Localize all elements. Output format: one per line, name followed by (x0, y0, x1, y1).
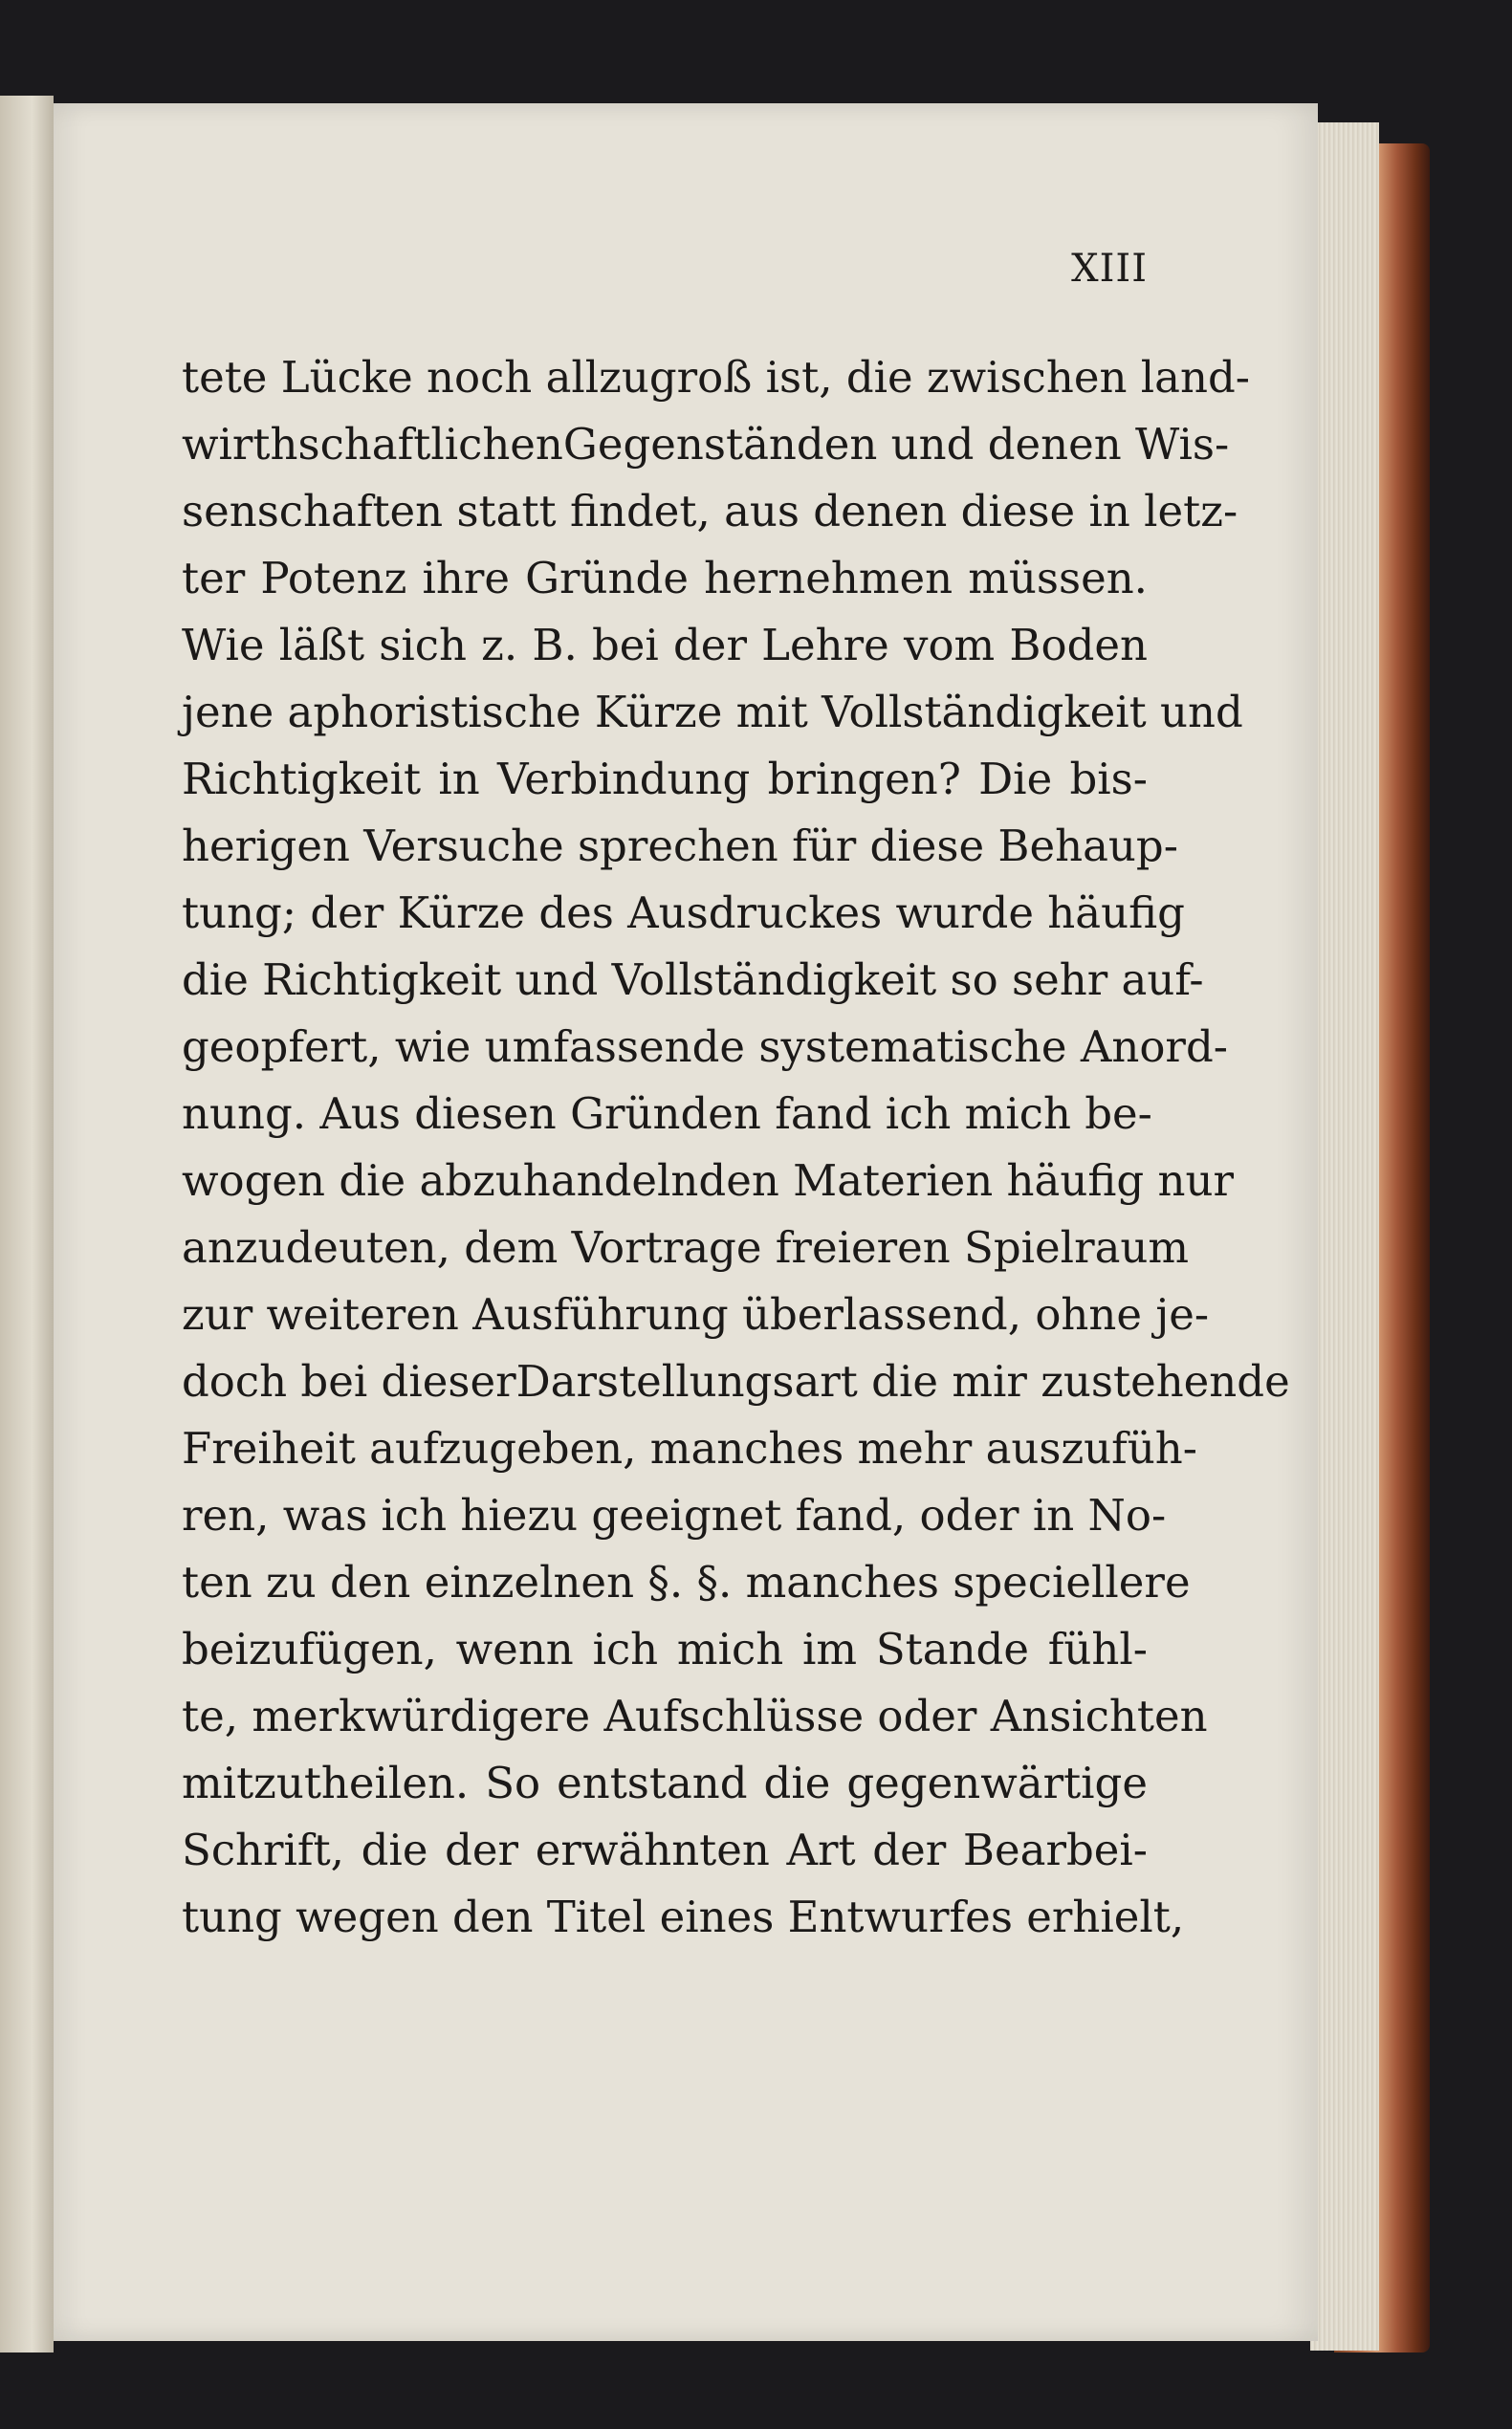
text-line: tete Lücke noch allzugroß ist, die zwischen land- (182, 352, 1250, 403)
text-line: anzudeuten, dem Vortrage freieren Spielraum (182, 1222, 1190, 1273)
text-line: Wie läßt sich z. B. bei der Lehre vom Boden (182, 620, 1148, 670)
text-line: wogen die abzuhandelnden Materien häufig nur (182, 1155, 1234, 1206)
text-line: Richtigkeit in Verbindung bringen? Die bis- (182, 754, 1148, 804)
text-line: zur weiteren Ausführung überlassend, ohne je- (182, 1289, 1210, 1340)
text-line: jene aphoristische Kürze mit Vollständigkeit und (182, 687, 1243, 737)
text-line: geopfert, wie umfassende systematische Anord- (182, 1021, 1228, 1072)
text-line: doch bei dieserDarstellungsart die mir zustehende (182, 1356, 1290, 1407)
text-line: Schrift, die der erwähnten Art der Bearbei- (182, 1825, 1148, 1875)
text-line: nung. Aus diesen Gründen fand ich mich be- (182, 1088, 1152, 1139)
text-line: die Richtigkeit und Vollständigkeit so sehr auf- (182, 954, 1204, 1005)
text-line: beizufügen, wenn ich mich im Stande fühl- (182, 1624, 1148, 1674)
text-line: senschaften statt findet, aus denen diese in letz- (182, 486, 1238, 536)
page-stack (1310, 122, 1379, 2351)
body-text (182, 344, 1290, 1951)
text-line: te, merkwürdigere Aufschlüsse oder Ansichten (182, 1691, 1208, 1741)
text-line: tung wegen den Titel eines Entwurfes erhielt, (182, 1892, 1185, 1942)
text-line: ren, was ich hiezu geeignet fand, oder in No- (182, 1490, 1167, 1541)
text-line: Freiheit aufzugeben, manches mehr auszufüh- (182, 1423, 1197, 1474)
left-page-edge (0, 96, 54, 2352)
text-line: ter Potenz ihre Gründe hernehmen müssen. (182, 553, 1148, 603)
text-line: wirthschaftlichenGegenständen und denen Wis- (182, 419, 1230, 470)
page-number: XIII (1071, 247, 1148, 291)
text-line: herigen Versuche sprechen für diese Behaup- (182, 821, 1178, 871)
text-line: ten zu den einzelnen §. §. manches speciellere (182, 1557, 1191, 1608)
text-line: tung; der Kürze des Ausdruckes wurde häufig (182, 887, 1185, 938)
text-line: mitzutheilen. So entstand die gegenwärtige (182, 1758, 1148, 1808)
